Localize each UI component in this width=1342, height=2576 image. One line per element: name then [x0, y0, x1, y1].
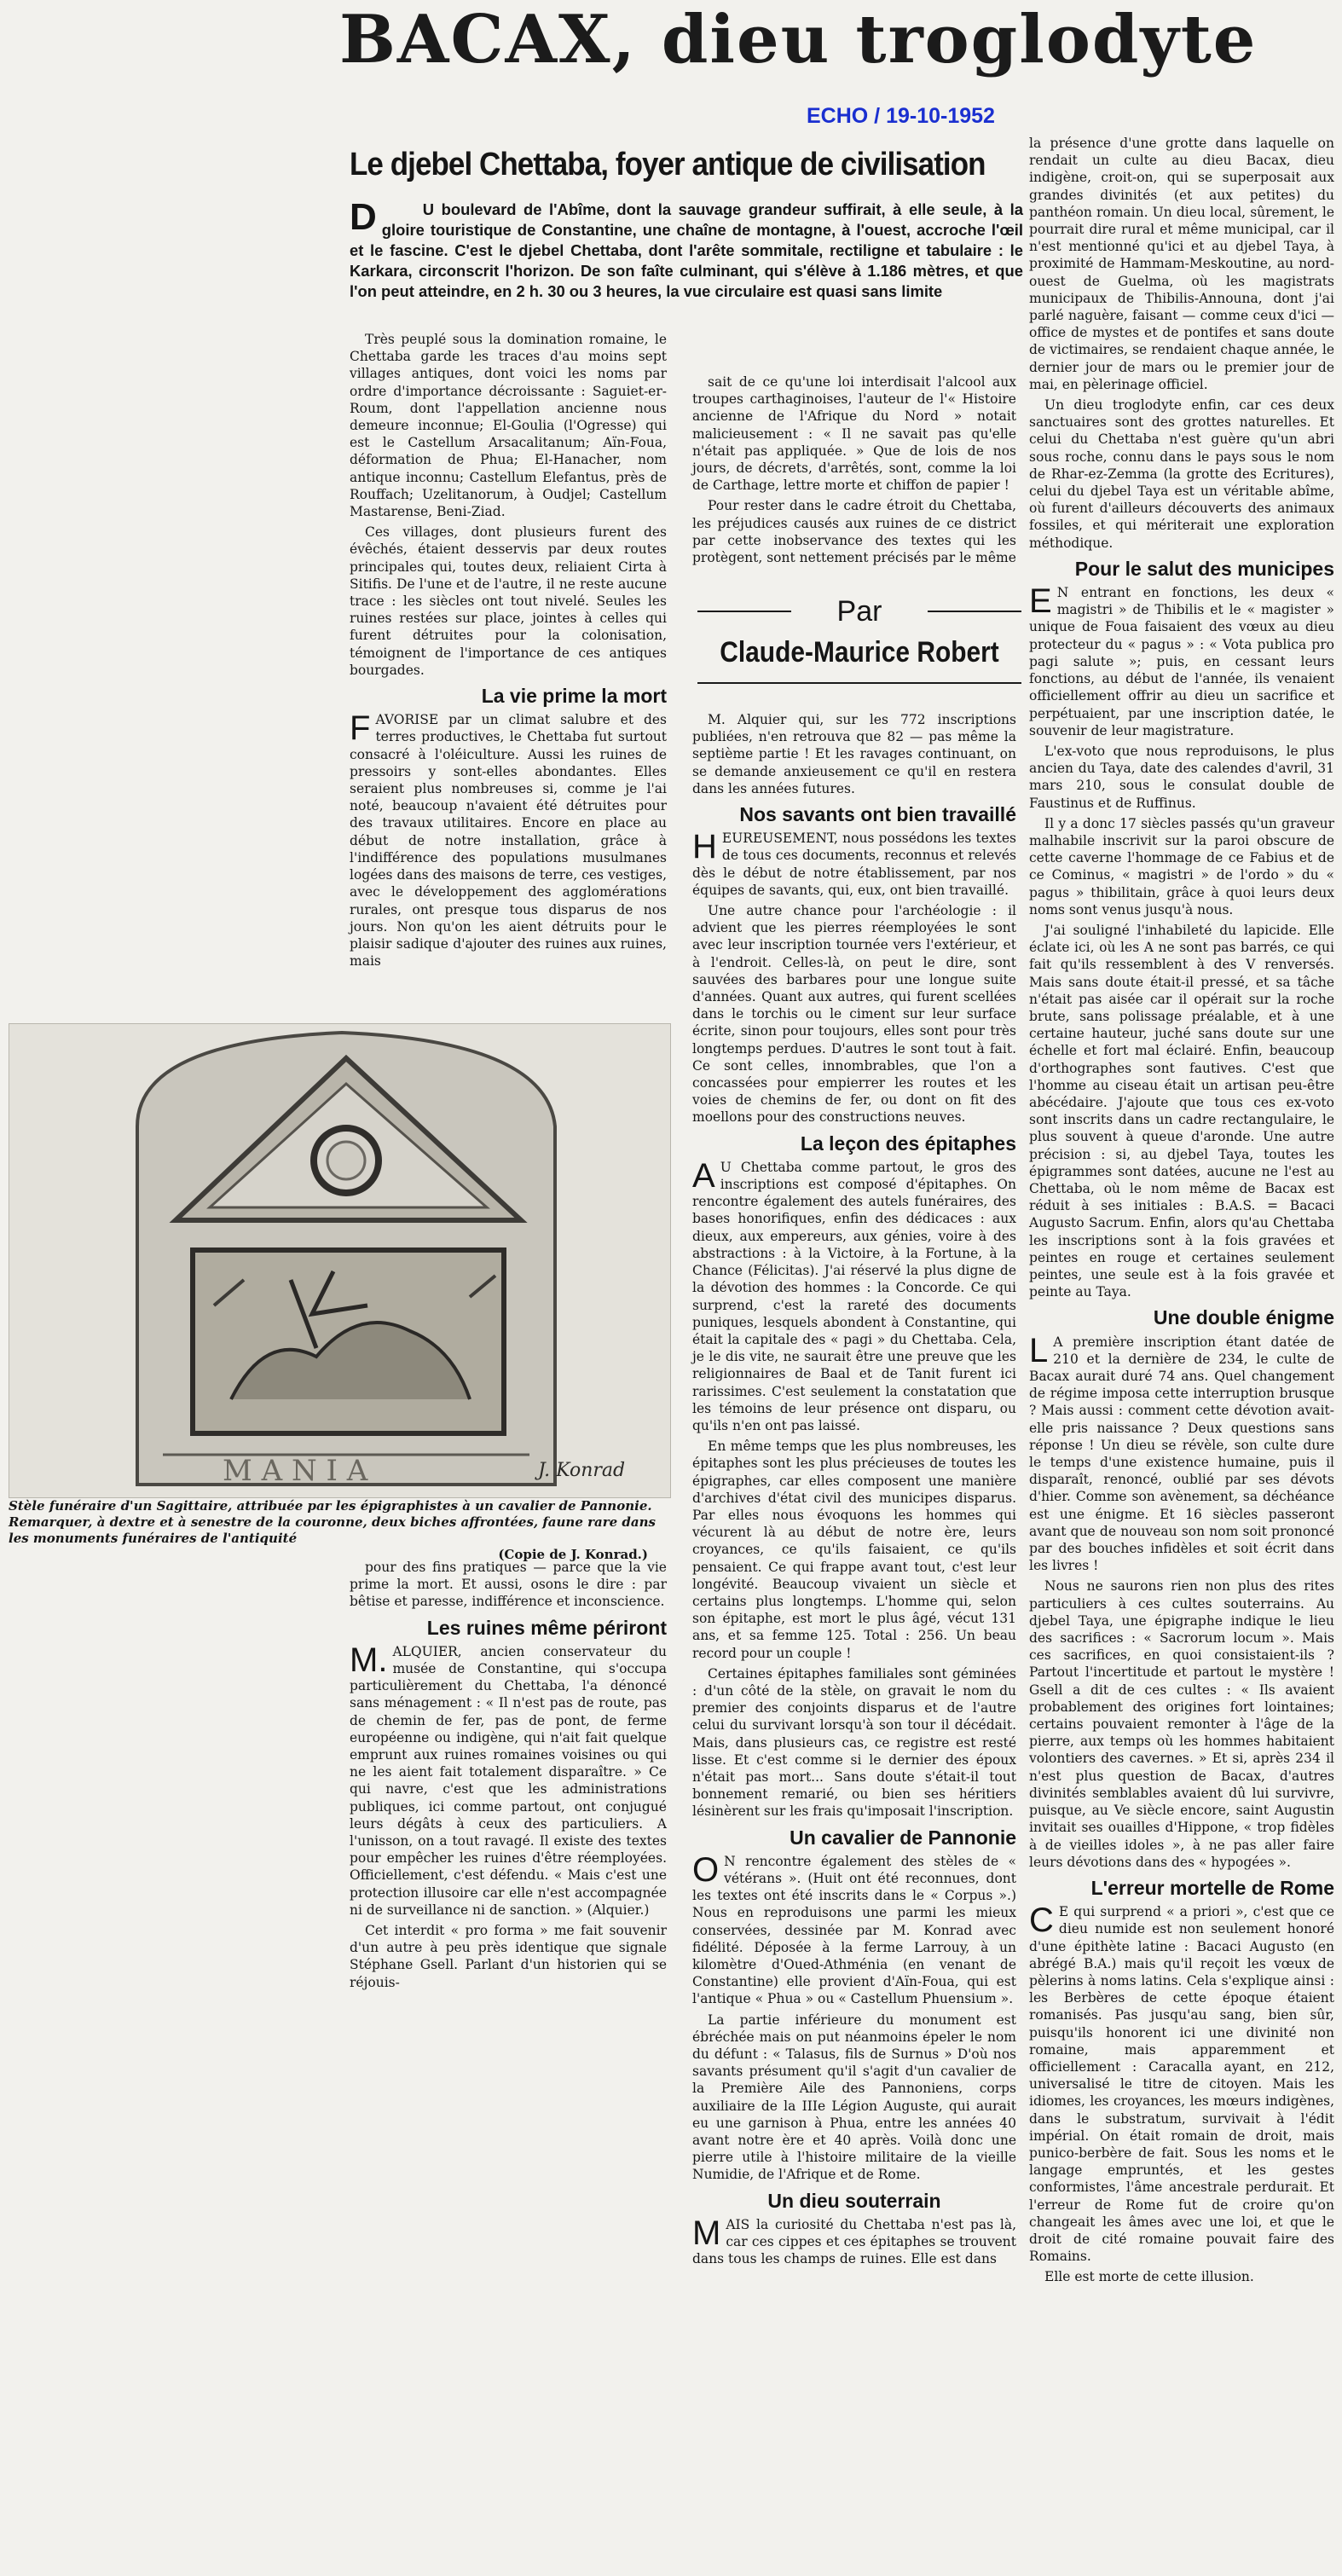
subheading-cavalier: Un cavalier de Pannonie — [790, 1826, 1016, 1849]
column-2-top — [692, 373, 1016, 570]
headline: Le djebel Chettaba, foyer antique de civilisation — [350, 147, 986, 182]
caption-text: Stèle funéraire d'un Sagittaire, attribuée par les épigraphistes à un cavalier de Pannonie. Remarquer, à dextre et à senestre de la couronne, deux biches affrontées, faune rare dans les monuments funéraires de l'antiquité — [9, 1498, 656, 1546]
svg-text:M A N I A: M A N I A — [223, 1454, 368, 1488]
paragraph: J'ai souligné l'inhabileté du lapicide. Elle éclate ici, où les A ne sont pas barrés, ce qui fait qu'ils ressemblent à des V renversés. Mais sans doute était-il pressé, et sa tâche n'était pas aisée car il opérait sur la roche brute, sans polissage préalable, et à une certaine hauteur, juché sans doute sur une échelle et fort mal éclairé. Enfin, beaucoup d'orthographes sont fautives. C'est que l'homme au ciseau était un artisan peu-être abécédaire. J'ajoute que tous ces ex-voto sont inscrits dans un cadre rectangulaire, le plus souvent à queue d'aronde. Une autre précision : si, au djebel Taya, toutes les épigrammes sont datées, aucune ne l'est au Chettaba, où le nom même de Bacax est réduit à ses initiales : B.A.S. = Bacaci Augusto Sacrum. Enfin, alors qu'au Chettaba les inscriptions sont à la fois gravées et peintes en rouge et certaines seulement peintes, une seule est à la fois gravée et peinte au Taya. — [1029, 922, 1334, 1300]
stele-illustration — [9, 1023, 671, 1498]
paragraph-text: EUREUSEMENT, nous possédons les textes de tous ces documents, reconnus et relevés dès le début de notre établissement, par nos équipes de savants, qui, eux, ont bien travaillé. — [692, 831, 1016, 898]
stele-drawing — [9, 1024, 670, 1497]
divider — [928, 611, 1021, 612]
paragraph: sait de ce qu'une loi interdisait l'alcool aux troupes carthaginoises, l'auteur de l'« Histoire ancienne de l'Afrique du Nord » notait malicieusement : « Il ne savait pas qu'elle n'était pas appliquée. » Que de lois de nos jours, de décrets, d'arrêtés, sont, comme la loi de Carthage, lettre morte et chiffon de papier ! — [692, 374, 1016, 494]
column-1-top — [350, 331, 667, 973]
paragraph: La partie inférieure du monument est ébréchée mais on put néanmoins épeler le nom du défunt : « Talasus, fils de Surnus » D'où nos savants présument qu'il s'agit d'un cavalier de la Première Aile des Pannoniens, corps auxiliaire de la IIIe Légion Auguste, qui aurait eu une garnison à Phua, entre les années 40 avant notre ère et 40 après. Voilà donc une pierre utile à l'histoire militaire de la vieille Numidie, de l'Afrique et de Rome. — [692, 2012, 1016, 2183]
lead-dropcap: D — [350, 196, 377, 238]
paragraph: Cet interdit « pro forma » me fait souvenir d'un autre à peu près identique que signale Stéphane Gsell. Parlant d'un historien qui se réjouis- — [350, 1923, 667, 1990]
subheading-erreur: L'erreur mortelle de Rome — [1090, 1876, 1334, 1899]
divider — [697, 611, 791, 612]
subheading-souterrain: Un dieu souterrain — [767, 2189, 941, 2212]
paragraph: la présence d'une grotte dans laquelle on rendait un culte au dieu Bacax, dieu indigène, croit-on, qui se superposait aux grandes divinités (et aux petites) du panthéon romain. Un dieu local, sûrement, le pourrait dire rural et même municipal, car il n'est mentionné qu'ici et au djebel Taya, à proximité de Hammam-Meskoutine, au nord-ouest de Guelma, où les magistrats municipaux de Thibilis-Announa, dont j'ai parlé naguère, faisant — comme ceux d'ici — office de mystes et de pontifes et sans doute de victimaires, se rendaient chaque année, le dernier jour de mars ou le premier jour de mai, en pèlerinage officiel. — [1029, 136, 1334, 392]
paragraph: Nous ne saurons rien non plus des rites particuliers à ces cultes souterrains. Au djebel Taya, une épigraphe indique le lieu des sacrifices : « Sacrorum locum ». Mais ces sacrifices, en quoi consistaient-ils ? Partout l'incertitude et partout le mystère ! Gsell a dit de ces cultes : « Ils avaient probablement des origines fort lointaines; certains pouvaient remonter à l'âge de la pierre, aux temps où les hommes habitaient volontiers des cavernes. » Et si, après 234 il n'est plus question de Bacax, d'autres divinités semblables avaient dû lui survivre, puisque, au Ve siècle encore, saint Augustin invitait ses ouailles d'Hippone, « trop fidèles à de vieilles idoles », à ne pas aller faire leurs dévotions dans des « hypogées ». — [1029, 1578, 1334, 1870]
subheading-savants: Nos savants ont bien travaillé — [739, 803, 1016, 826]
column-1-bottom — [350, 1559, 667, 1994]
paragraph — [692, 1850, 1016, 2008]
paragraph: Un dieu troglodyte enfin, car ces deux sanctuaires sont des grottes naturelles. Et celui du Chettaba n'est guère qu'un abri sous roche, connu dans le pays sous le nom de Rhar-ez-Zemma (la grotte des Ecritures), celui du djebel Taya est un véritable abîme, où furent d'ailleurs découverts des animaux fossiles, et qui mériterait une exploration méthodique. — [1029, 397, 1334, 551]
paragraph — [1029, 584, 1334, 739]
photo-caption — [9, 1498, 674, 1563]
source-label: ECHO / 19-10-1952 — [807, 104, 995, 128]
paragraph: Ces villages, dont plusieurs furent des évêchés, étaient desservis par deux routes principales qui, toutes deux, reliaient Cirta à Sitifis. De l'une et de l'autre, il ne reste aucune trace : les siècles ont tout nivelé. Seules les ruines restées sur place, jointes à celles qui furent détruites pour la colonisation, témoignent de l'importance de ces antiques bourgades. — [350, 524, 667, 678]
dropcap: O — [692, 1850, 720, 1889]
paragraph — [692, 830, 1016, 899]
paragraph-text: AIS la curiosité du Chettaba n'est pas là, car ces cippes et ces épitaphes se trouvent dans tous les champs de ruines. Elle est dans — [692, 2216, 1016, 2267]
lead-paragraph — [350, 196, 1023, 302]
paragraph-text: A première inscription étant datée de 210 et la dernière de 234, le culte de Bacax aurait duré 74 ans. Quel changement de régime imposa cette interruption brusque ? Mais aussi : comment cette dévotion avait-elle pris naissance ? Deux questions sans réponse ! Un dieu se révèle, son culte dure le temps d'une existence humaine, puis il disparaît, renoncé, oublié par ses dévots d'hier. Comme son avènement, sa déchéance est une énigme. Et 16 siècles passeront avant que de nouveau son nom soit prononcé par des bouches infidèles et soit écrit dans les livres ! — [1029, 1334, 1334, 1574]
paragraph: Pour rester dans le cadre étroit du Chettaba, les préjudices causés aux ruines de ce district par cette inobservance des textes qui les protègent, sont nettement précisés par le même — [692, 498, 1016, 566]
subheading-ruines: Les ruines même périront — [426, 1616, 667, 1639]
illustrator-signature: J. Konrad — [538, 1460, 626, 1481]
paragraph: Très peuplé sous la domination romaine, le Chettaba garde les traces d'au moins sept villages antiques, dont voici les noms par ordre d'importance décroissante : Saguiet-er-Roum, dont l'appellation ancienne nous demeure inconnue; El-Goulia (l'Ogresse) qui est le Castellum Arsacalitanum; Aïn-Foua, déformation de Phua; El-Hanacher, nom antique inconnu; Castellum Elefantus, près de Rouffach; Uzelitanorum, à Oudjel; Castellum Mastarense, Beni-Ziad. — [350, 332, 667, 520]
paragraph-text: N rencontre également des stèles de « vétérans ». (Huit ont été reconnues, dont les textes ont été inscrits dans le « Corpus ».) Nous en reproduisons une parmi les mieux conservées, dessinée par M. Konrad avec fidélité. Déposée à la ferme Larrouy, à un kilomètre d'Oued-Athménia (en venant de Constantine) elle provient d'Aïn-Foua, qui est l'antique « Phua » ou « Castellum Phuensium ». — [692, 1853, 1016, 2007]
byline-par: Par — [836, 595, 882, 628]
dropcap: C — [1029, 1902, 1054, 1940]
divider — [697, 682, 1021, 684]
paragraph-text: AVORISE par un climat salubre et des terres productives, le Chettaba fut surtout consacré à l'oléiculture. Aussi les ruines de pressoirs y sont-elles abondantes. Elles seraient plus nombreuses si, comme je l'ai noté, beaucoup n'avaient été détruites pour des travaux utilitaires. Encore en place au début de notre installation, grâce à l'indifférence des populations musulmanes logées dans des maisons de terre, ces vestiges, avec le développement des agglomérations rurales, ont presque tous disparus de nos jours. Non qu'on les aient détruits pour le plaisir sadique d'ajouter des ruines aux ruines, mais — [350, 712, 667, 970]
lead-text: U boulevard de l'Abîme, dont la sauvage grandeur suffirait, à elle seule, à la gloire touristique de Constantine, une chaîne de montagne, à l'ouest, accroche l'œil et le fascine. C'est le djebel Chettaba, dont l'arête sommitale, rectiligne et tabulaire : le Karkara, circonscrit l'horizon. De son faîte culminant, qui s'élève à 1.186 mètres, et que l'on peut atteindre, en 2 h. 30 ou 3 heures, la vue circulaire est quasi sans limite — [350, 200, 1023, 300]
paragraph — [1029, 1903, 1334, 2265]
paragraph-text: ALQUIER, ancien conservateur du musée de Constantine, qui s'occupa particulièrement du Chettaba, l'a dénoncé sans ménagement : « Il n'est pas de route, pas de chemin de fer, pas de pont, de ferme européenne ou indigène, qui n'ait fait quelque emprunt aux ruines romaines voisines ou qui ne les aient fait totalement disparaître. » Ce qui navre, c'est que les administrations publiques, ici comme partout, ont conjugué leurs dégâts à ceux des particuliers. A l'unisson, on a tout ravagé. Il existe des textes pour empêcher les ruines d'être réemployées. Officiellement, c'est défendu. « Mais c'est une protection illusoire car elle n'est accompagnée ni de surveillance ni de sanction. » (Alquier.) — [350, 1643, 667, 1918]
dropcap: E — [1029, 582, 1052, 621]
dropcap: F — [350, 709, 371, 748]
column-3 — [1029, 135, 1334, 2289]
paragraph: Elle est morte de cette illusion. — [1044, 2269, 1254, 2285]
paragraph: En même temps que les plus nombreuses, les épitaphes sont les plus précieuses de toutes les épigraphes, car elles composent une manière d'archives d'état civil des municipes disparus. Par elles nous évoquons les hommes qui vécurent là au début de notre ère, leurs croyances, ce qu'ils faisaient, ce qu'ils pensaient. Ce qui frappe avant tout, c'est leur longévité. Beaucoup vivaient un siècle et certains plus longtemps. L'homme qui, selon son épitaphe, est mort le plus âgé, vécut 131 ans, et sa femme 125. Total : 256. Un beau record pour un couple ! — [692, 1439, 1016, 1661]
paragraph — [350, 1643, 667, 1919]
paragraph — [1029, 1331, 1334, 1575]
paragraph: pour des fins pratiques — parce que la vie prime la mort. Et aussi, osons le dire : par bêtise et paresse, indifférence et inconscience. — [350, 1560, 667, 1610]
dropcap: M — [692, 2214, 721, 2252]
subheading-vie: La vie prime la mort — [481, 685, 667, 708]
caption-credit: (Copie de J. Konrad.) — [498, 1547, 648, 1562]
paragraph — [692, 2216, 1016, 2268]
subheading-lecon: La leçon des épitaphes — [800, 1132, 1016, 1155]
paragraph-text: N entrant en fonctions, les deux « magistri » de Thibilis et le « magister » unique de Foua faisaient des vœux au dieu protecteur du « pagus » : « Vota publica pro pagi salute »; puis, en cessant leurs fonctions, au début de l'année, ils venaient officiellement offrir au dieu un sacrifice et perpétuaient, par une inscription datée, le souvenir de leur magistrature. — [1029, 585, 1334, 738]
paragraph — [692, 1156, 1016, 1434]
paragraph: M. Alquier qui, sur les 772 inscriptions publiées, n'en retrouva que 82 — pas même la septième partie ! Et les ravages continuant, on se demande anxieusement ce qu'il en restera dans les années futures. — [692, 712, 1016, 796]
paragraph: L'ex-voto que nous reproduisons, le plus ancien du Taya, date des calendes d'avril, 31 mars 210, sous le consulat double de Faustinus et de Ruffinus. — [1029, 743, 1334, 811]
dropcap: L — [1029, 1331, 1049, 1369]
masthead-title: BACAX, dieu troglodyte — [339, 1, 1258, 78]
paragraph: Une autre chance pour l'archéologie : il advient que les pierres réemployées le sont avec leur inscription tournée vers l'extérieur, et à l'endroit. Celles-là, on peut le dire, sont sauvées des barbares pour une longue suite d'années. Quant aux autres, qui furent scellées dans le torchis ou le ciment sur leur surface écrite, sinon pour toujours, elles sont pour très longtemps perdues. D'autres le sont tout à fait. Ce sont celles, innombrables, que l'on a concassées pour empierrer les routes et les voies de chemins de fer, ou dont on fit des moellons pour des constructions neuves. — [692, 903, 1016, 1126]
dropcap: M. — [350, 1641, 388, 1679]
subheading-salut: Pour le salut des municipes — [1074, 557, 1334, 580]
dropcap: A — [692, 1156, 715, 1195]
paragraph: Il y a donc 17 siècles passés qu'un graveur malhabile inscrivit sur la paroi obscure de cette caverne l'hommage de ce Fabius et de ce Cominus, « magistri » de l'ordo » du « pagus » thibilitain, grâce à quoi leurs deux noms sont venus jusqu'à nous. — [1029, 815, 1334, 918]
paragraph — [350, 711, 667, 970]
paragraph: Certaines épitaphes familiales sont géminées : d'un côté de la stèle, on gravait le nom du premier des conjoints disparus et de l'autre celui du survivant lorsqu'à son tour il décédait. Mais, dans plusieurs cas, ce registre est resté lisse. Et c'est comme si le dernier des époux n'était pas mort... Sans doute s'était-il tout bonnement remarié, ou bien ses héritiers lésinèrent sur les frais qu'imposait l'inscription. — [692, 1665, 1016, 1820]
paragraph-text: E qui surprend « a priori », c'est que ce dieu numide est non seulement honoré d'une épithète latine : Bacaci Augusto (en abrégé B.A.) mais qu'il reçoit les vœux de pèlerins à noms latins. Cela s'explique ainsi : les Berbères de cette époque étaient romanisés. Pas jusqu'au sang, bien sûr, puisqu'ils honorent ici une divinité non romaine, mais apparemment et officiellement : Caracalla ayant, en 212, universalisé le titre de citoyen. Mais les idiomes, les croyances, les mœurs indigènes, dans le substratum, survivait à l'édit impérial. On était romain de droit, mais punico-berbère de fait. Sous les noms et le langage empruntés, et les gestes conformistes, l'âme ancestrale perdurait. Et l'erreur de Rome fut de croire qu'on changeait les âmes avec une loi, et que le droit de cité romaine pouvait faire des Romains. — [1029, 1904, 1334, 2265]
subheading-enigme: Une double énigme — [1153, 1306, 1334, 1329]
column-2 — [692, 711, 1016, 2271]
paragraph-text: U Chettaba comme partout, le gros des inscriptions est composé d'épitaphes. On rencontre également des autels funéraires, des bases honorifiques, enfin des dédicaces : aux dieux, aux empereurs, aux génies, voire à des abstractions : à la Victoire, à la Fortune, à la Chance (Félicitas). J'ai réservé la plus digne de la dévotion des hommes : la Concorde. Ce qui surprend, c'est la rareté des documents puniques, lesquels abondent à Constantine, qui était la capitale des « pagi » du Chettaba. Cela, je le dis vite, ne saurait être une preuve que les religionnaires de Baal et de Tanit furent ici rarissimes. C'est seulement la constatation que les témoins de leur présence ont disparu, ou qu'ils n'en ont pas laissé. — [692, 1159, 1016, 1433]
author-name: Claude-Maurice Robert — [720, 636, 999, 669]
dropcap: H — [692, 828, 717, 866]
